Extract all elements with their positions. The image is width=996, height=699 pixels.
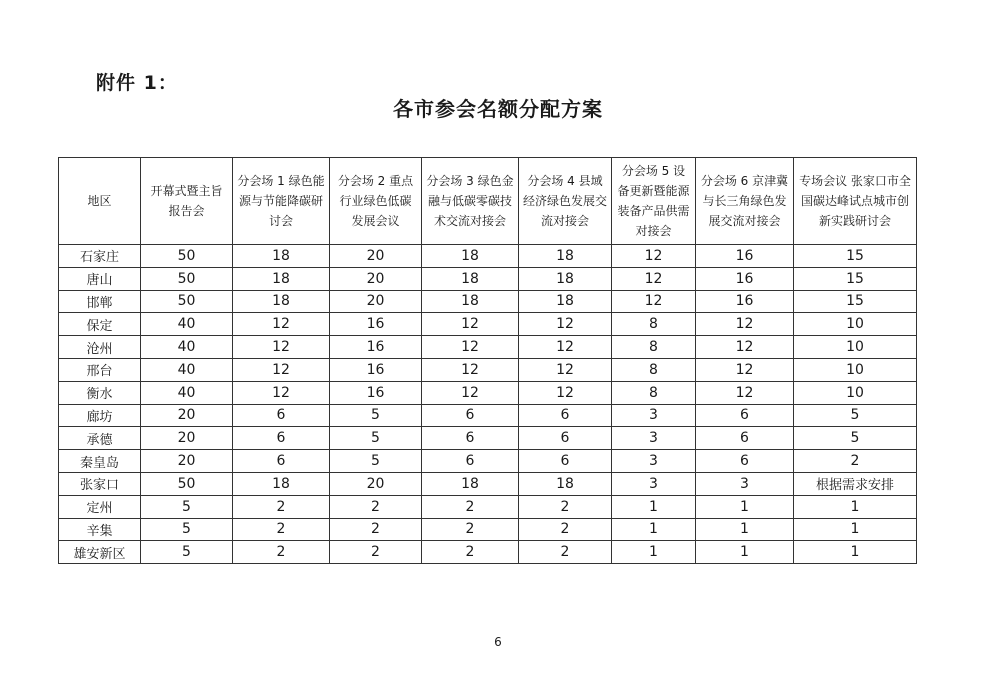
quota-cell: 2: [519, 518, 612, 541]
quota-cell: 20: [141, 404, 233, 427]
quota-cell: 12: [696, 313, 794, 336]
region-cell: 衡水: [59, 381, 141, 404]
quota-cell: 2: [330, 541, 422, 564]
quota-cell: 12: [696, 358, 794, 381]
quota-cell: 6: [696, 427, 794, 450]
quota-cell: 2: [233, 495, 330, 518]
quota-cell: 10: [794, 336, 917, 359]
header-row: [59, 158, 917, 245]
header-col-5: 分会场 4 县域经济绿色发展交流对接会: [519, 158, 612, 245]
quota-cell: 20: [330, 472, 422, 495]
table-row: [59, 404, 917, 427]
header-col-3: 分会场 2 重点行业绿色低碳发展会议: [330, 158, 422, 245]
quota-cell: 16: [330, 313, 422, 336]
quota-cell: 20: [330, 245, 422, 268]
quota-cell: 1: [794, 541, 917, 564]
quota-cell: 50: [141, 267, 233, 290]
table-row: [59, 427, 917, 450]
quota-cell: 15: [794, 290, 917, 313]
region-cell: 秦皇岛: [59, 450, 141, 473]
table-row: [59, 267, 917, 290]
quota-cell: 12: [519, 381, 612, 404]
quota-cell: 6: [519, 427, 612, 450]
quota-cell: 6: [696, 404, 794, 427]
table-row: [59, 495, 917, 518]
quota-cell: 12: [519, 358, 612, 381]
quota-cell: 12: [612, 267, 696, 290]
quota-cell: 根据需求安排: [794, 472, 917, 495]
quota-cell: 8: [612, 336, 696, 359]
quota-cell: 18: [233, 290, 330, 313]
quota-cell: 1: [612, 495, 696, 518]
quota-cell: 2: [233, 518, 330, 541]
quota-cell: 12: [422, 313, 519, 336]
region-cell: 唐山: [59, 267, 141, 290]
quota-cell: 16: [696, 245, 794, 268]
region-cell: 石家庄: [59, 245, 141, 268]
region-cell: 保定: [59, 313, 141, 336]
table-row: [59, 450, 917, 473]
table-body: [59, 245, 917, 564]
quota-cell: 20: [141, 450, 233, 473]
header-region: 地区: [59, 158, 141, 245]
quota-cell: 12: [519, 336, 612, 359]
table-row: [59, 472, 917, 495]
quota-cell: 12: [519, 313, 612, 336]
quota-cell: 3: [612, 404, 696, 427]
quota-cell: 3: [612, 427, 696, 450]
attachment-label: 附件 1：: [96, 72, 178, 94]
quota-cell: 2: [519, 541, 612, 564]
quota-cell: 5: [141, 495, 233, 518]
quota-cell: 12: [422, 336, 519, 359]
table-row: [59, 541, 917, 564]
header-col-2: 分会场 1 绿色能源与节能降碳研讨会: [233, 158, 330, 245]
quota-cell: 6: [422, 404, 519, 427]
region-cell: 邢台: [59, 358, 141, 381]
quota-cell: 6: [422, 450, 519, 473]
quota-cell: 6: [422, 427, 519, 450]
quota-cell: 5: [794, 404, 917, 427]
quota-cell: 6: [519, 404, 612, 427]
table-row: [59, 518, 917, 541]
table-row: [59, 313, 917, 336]
quota-cell: 1: [612, 541, 696, 564]
quota-cell: 6: [233, 427, 330, 450]
quota-cell: 16: [696, 290, 794, 313]
quota-cell: 18: [422, 472, 519, 495]
quota-cell: 8: [612, 313, 696, 336]
quota-cell: 18: [519, 245, 612, 268]
quota-cell: 12: [233, 381, 330, 404]
header-col-1: 开幕式暨主旨报告会: [141, 158, 233, 245]
quota-cell: 8: [612, 381, 696, 404]
region-cell: 定州: [59, 495, 141, 518]
quota-cell: 2: [330, 518, 422, 541]
quota-cell: 20: [141, 427, 233, 450]
quota-cell: 40: [141, 336, 233, 359]
quota-cell: 5: [141, 541, 233, 564]
region-cell: 沧州: [59, 336, 141, 359]
quota-cell: 1: [794, 495, 917, 518]
header-col-6: 分会场 5 设备更新暨能源装备产品供需对接会: [612, 158, 696, 245]
quota-cell: 18: [519, 472, 612, 495]
quota-cell: 1: [612, 518, 696, 541]
quota-cell: 8: [612, 358, 696, 381]
quota-cell: 18: [233, 472, 330, 495]
quota-cell: 18: [519, 267, 612, 290]
quota-cell: 15: [794, 267, 917, 290]
quota-cell: 2: [233, 541, 330, 564]
quota-cell: 12: [233, 313, 330, 336]
quota-cell: 6: [519, 450, 612, 473]
quota-cell: 18: [233, 267, 330, 290]
quota-cell: 1: [696, 541, 794, 564]
quota-cell: 2: [422, 518, 519, 541]
quota-cell: 50: [141, 245, 233, 268]
quota-cell: 40: [141, 358, 233, 381]
quota-cell: 5: [794, 427, 917, 450]
quota-cell: 1: [794, 518, 917, 541]
quota-cell: 40: [141, 381, 233, 404]
header-col-7: 分会场 6 京津冀与长三角绿色发展交流对接会: [696, 158, 794, 245]
table-header: [59, 158, 917, 245]
quota-cell: 12: [696, 336, 794, 359]
quota-cell: 10: [794, 381, 917, 404]
quota-cell: 2: [794, 450, 917, 473]
quota-cell: 12: [612, 245, 696, 268]
quota-cell: 5: [141, 518, 233, 541]
quota-cell: 10: [794, 358, 917, 381]
quota-cell: 10: [794, 313, 917, 336]
region-cell: 廊坊: [59, 404, 141, 427]
quota-cell: 6: [696, 450, 794, 473]
document-title: 各市参会名额分配方案: [393, 97, 603, 121]
quota-cell: 12: [422, 381, 519, 404]
quota-cell: 50: [141, 290, 233, 313]
table-row: [59, 358, 917, 381]
quota-cell: 40: [141, 313, 233, 336]
quota-cell: 50: [141, 472, 233, 495]
quota-cell: 1: [696, 495, 794, 518]
page-number: 6: [494, 635, 502, 649]
quota-cell: 12: [612, 290, 696, 313]
quota-cell: 6: [233, 450, 330, 473]
quota-cell: 20: [330, 290, 422, 313]
quota-cell: 3: [696, 472, 794, 495]
quota-cell: 18: [422, 267, 519, 290]
quota-cell: 18: [422, 245, 519, 268]
header-col-8: 专场会议 张家口市全国碳达峰试点城市创新实践研讨会: [794, 158, 917, 245]
allocation-table: [58, 157, 917, 564]
quota-cell: 12: [233, 336, 330, 359]
quota-cell: 5: [330, 404, 422, 427]
quota-cell: 6: [233, 404, 330, 427]
quota-cell: 15: [794, 245, 917, 268]
table-row: [59, 245, 917, 268]
quota-cell: 2: [422, 541, 519, 564]
quota-cell: 18: [422, 290, 519, 313]
quota-cell: 2: [422, 495, 519, 518]
quota-cell: 2: [330, 495, 422, 518]
table-row: [59, 381, 917, 404]
quota-cell: 3: [612, 450, 696, 473]
quota-cell: 5: [330, 450, 422, 473]
quota-cell: 20: [330, 267, 422, 290]
quota-cell: 16: [330, 336, 422, 359]
quota-cell: 18: [233, 245, 330, 268]
quota-cell: 12: [696, 381, 794, 404]
header-col-4: 分会场 3 绿色金融与低碳零碳技术交流对接会: [422, 158, 519, 245]
quota-cell: 16: [696, 267, 794, 290]
region-cell: 邯郸: [59, 290, 141, 313]
quota-cell: 1: [696, 518, 794, 541]
table-row: [59, 290, 917, 313]
quota-cell: 16: [330, 358, 422, 381]
table-row: [59, 336, 917, 359]
region-cell: 承德: [59, 427, 141, 450]
quota-cell: 12: [233, 358, 330, 381]
quota-cell: 2: [519, 495, 612, 518]
quota-cell: 16: [330, 381, 422, 404]
region-cell: 张家口: [59, 472, 141, 495]
region-cell: 雄安新区: [59, 541, 141, 564]
region-cell: 辛集: [59, 518, 141, 541]
quota-cell: 3: [612, 472, 696, 495]
quota-cell: 12: [422, 358, 519, 381]
quota-cell: 18: [519, 290, 612, 313]
quota-cell: 5: [330, 427, 422, 450]
